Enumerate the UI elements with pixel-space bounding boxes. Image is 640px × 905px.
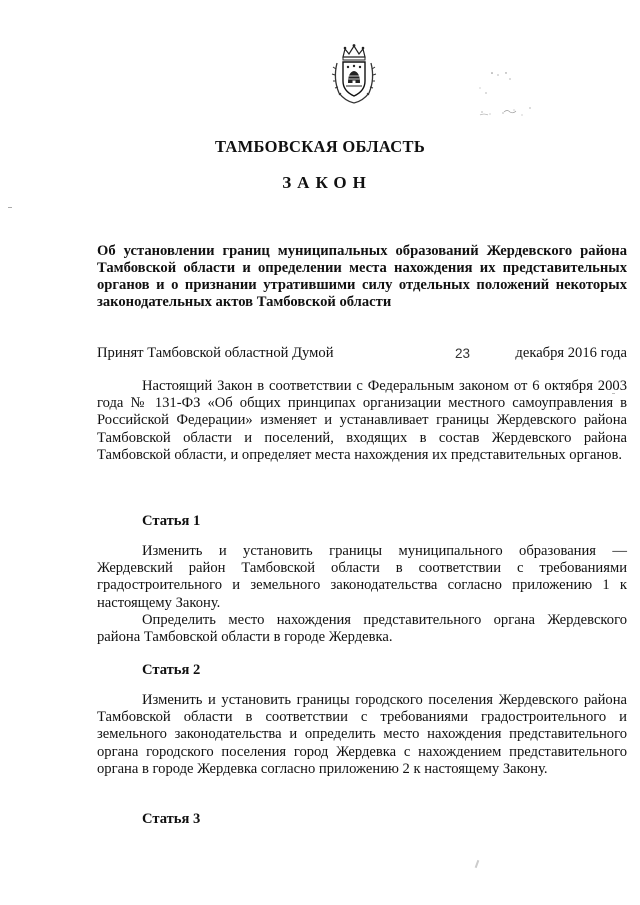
article-2-heading: Статья 2 — [142, 662, 201, 678]
coat-of-arms-emblem — [331, 43, 377, 105]
article-2-paragraph-1: Изменить и установить границы городского поселения Жердевского района Тамбовской области в соответствии с требованиями градостроительного и земельного законодательства и определить место нахождения представительного органа городского поселения город Жердевка с нахождением представительного органа в городе Жердевка согласно приложению 2 к настоящему Закону. — [97, 692, 627, 777]
article-1-heading: Статья 1 — [142, 513, 201, 529]
adoption-text: Принят Тамбовской областной Думой — [97, 345, 334, 361]
adoption-month-year: декабря 2016 года — [515, 345, 627, 361]
article-1-paragraph-2: Определить место нахождения представительного органа Жердевского района Тамбовской области в городе Жердевка. — [97, 612, 627, 646]
scan-mark-left — [8, 207, 12, 208]
scan-noise-marks — [470, 60, 560, 130]
scan-mark-bottom — [475, 860, 480, 868]
article-1-paragraph-1: Изменить и установить границы муниципального образования — Жердевский район Тамбовской области в соответствии с требованиями градостроительного и земельного законодательства согласно приложению 1 к настоящему Закону. — [97, 543, 627, 611]
article-3-heading: Статья 3 — [142, 811, 201, 827]
document-type-title: ЗАКОН — [282, 173, 372, 192]
adoption-day: 23 — [455, 346, 471, 361]
preamble-paragraph: Настоящий Закон в соответствии с Федеральным законом от 6 октября 2003 года № 131-ФЗ «Об общих принципах организации местного самоуправления в Российской Федерации» изменяет и устанавливает границы Жердевского района Тамбовской области и поселений, входящих в состав Жердевского района Тамбовской области, и определяет места нахождения их представительных органов. — [97, 378, 627, 463]
region-title: ТАМБОВСКАЯ ОБЛАСТЬ — [214, 137, 426, 156]
law-subject-title: Об установлении границ муниципальных образований Жердевского района Тамбовской области и определении места нахождения их представительных органов и о признании утратившими силу отдельных положений некоторых законодательных актов Тамбовской области — [97, 243, 627, 310]
